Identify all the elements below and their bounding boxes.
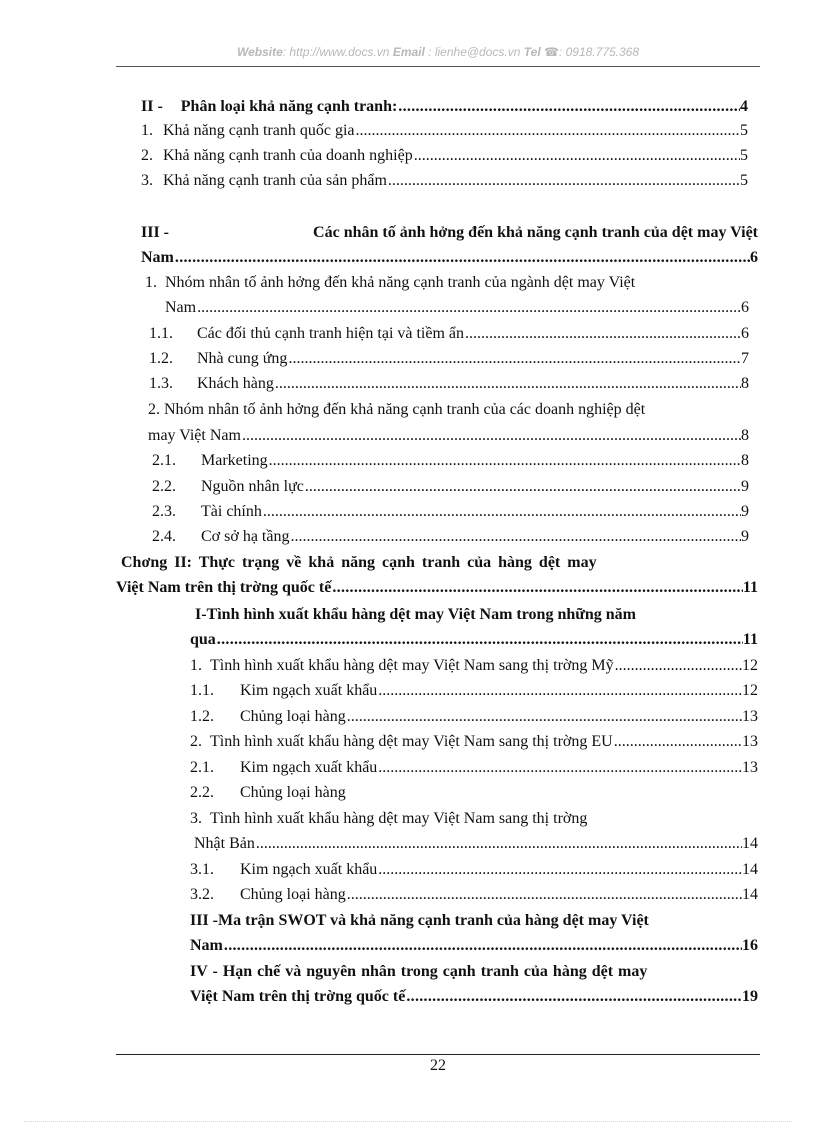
toc-title: Cơ sở hạ tầng (201, 528, 290, 545)
toc-title: Chủng loại hàng (240, 784, 346, 801)
toc-title: Marketing (201, 452, 268, 469)
toc-entry[interactable] (152, 450, 749, 472)
toc-number: 3. (190, 810, 202, 827)
toc-entry[interactable] (148, 399, 760, 421)
toc-page: 5 (740, 122, 748, 139)
toc-page: 6 (750, 249, 758, 266)
page-header (116, 45, 760, 59)
toc-number: 2. (190, 733, 202, 750)
toc-number: 2.1. (190, 759, 214, 776)
toc-entry[interactable] (152, 476, 749, 498)
toc-title: Chủng loại hàng (240, 886, 346, 903)
toc-entry-continuation[interactable] (165, 297, 749, 319)
toc-entry[interactable] (190, 706, 758, 728)
toc-page: 5 (740, 172, 748, 189)
toc-title: Kim ngạch xuất khẩu (240, 759, 378, 776)
toc-title: Kim ngạch xuất khẩu (240, 682, 378, 699)
toc-title: Chủng loại hàng (240, 708, 346, 725)
toc-page: 5 (740, 147, 748, 164)
toc-entry-continuation[interactable] (148, 425, 749, 447)
toc-entry[interactable] (195, 604, 758, 626)
toc-title: Chơng II: Thực trạng về khả năng cạnh tranh của hàng dệt may (121, 554, 597, 571)
tel-label: Tel (523, 45, 541, 59)
toc-page: 9 (741, 528, 749, 545)
toc-page: 8 (741, 427, 749, 444)
toc-number: 2.4. (152, 528, 176, 545)
toc-title-cont: Nam (190, 937, 223, 954)
toc-title-cont: Việt Nam trên thị trờng quốc tế (190, 988, 406, 1005)
toc-entry[interactable] (141, 96, 748, 118)
toc-title-cont: may Việt Nam (148, 427, 241, 444)
toc-page: 16 (742, 937, 758, 954)
email-label: Email (392, 45, 425, 59)
email-value[interactable]: : lienhe@docs.vn (424, 45, 521, 59)
toc-page: 14 (742, 886, 758, 903)
toc-entry[interactable] (190, 884, 758, 906)
toc-entry[interactable] (149, 348, 749, 370)
toc-entry[interactable] (152, 526, 749, 548)
toc-page: 19 (742, 988, 758, 1005)
toc-number: 1. (141, 122, 153, 139)
toc-page: 13 (742, 733, 758, 750)
website-label: Website (236, 45, 283, 59)
toc-page: 12 (742, 682, 758, 699)
toc-entry[interactable] (141, 170, 748, 192)
footer-divider (116, 1054, 760, 1055)
toc-page: 9 (741, 503, 749, 520)
toc-number: II - (141, 98, 163, 115)
toc-title: Khả năng cạnh tranh của doanh nghiệp (163, 147, 413, 164)
toc-title: Tình hình xuất khẩu hàng dệt may Việt Nam sang thị trờng Mỹ (210, 657, 614, 674)
toc-title: Phân loại khả năng cạnh tranh: (180, 98, 398, 115)
toc-title: I-Tình hình xuất khẩu hàng dệt may Việt Nam trong những năm (195, 606, 636, 623)
toc-number: 1.3. (149, 375, 173, 392)
toc-entry-continuation[interactable] (194, 833, 758, 855)
toc-page: 9 (741, 478, 749, 495)
toc-page: 7 (741, 350, 749, 367)
toc-number: 1.1. (190, 682, 214, 699)
toc-entry[interactable] (152, 501, 749, 523)
toc-entry[interactable] (149, 323, 749, 345)
toc-chapter[interactable] (121, 552, 758, 574)
toc-title: Nhóm nhân tố ảnh hởng đến khả năng cạnh tranh của ngành dệt may Việt (165, 274, 636, 291)
toc-page: 13 (742, 759, 758, 776)
toc-page: 11 (742, 631, 758, 648)
toc-title: Tình hình xuất khẩu hàng dệt may Việt Nam sang thị trờng EU (210, 733, 613, 750)
toc-entry[interactable] (190, 731, 758, 753)
tel-value: ☎: 0918.775.368 (540, 45, 640, 59)
toc-entry[interactable] (190, 757, 758, 779)
toc-entry-continuation[interactable] (190, 935, 758, 957)
toc-title: Khả năng cạnh tranh quốc gia (163, 122, 355, 139)
toc-number: 2.2. (190, 784, 214, 801)
toc-number: 1.2. (149, 350, 173, 367)
toc-page: 12 (742, 657, 758, 674)
toc-page: 8 (741, 452, 749, 469)
toc-entry[interactable] (190, 655, 758, 677)
toc-entry[interactable] (190, 782, 758, 804)
toc-number: 1. (190, 657, 202, 674)
toc-number: 3.2. (190, 886, 214, 903)
toc-entry[interactable] (145, 272, 758, 294)
toc-page: 11 (742, 579, 758, 596)
toc-entry-continuation[interactable] (116, 577, 758, 599)
toc-number: 3. (141, 172, 153, 189)
toc-number: 2. (141, 147, 153, 164)
toc-title: Tình hình xuất khẩu hàng dệt may Việt Nam sang thị trờng (210, 810, 588, 827)
toc-entry[interactable] (190, 961, 758, 983)
toc-page: 8 (741, 375, 749, 392)
toc-entry[interactable] (190, 680, 758, 702)
header-divider (116, 66, 760, 67)
page-edge (24, 1121, 792, 1122)
toc-title: Kim ngạch xuất khẩu (240, 861, 378, 878)
toc-entry[interactable] (190, 808, 758, 830)
toc-page: 14 (742, 835, 758, 852)
toc-title-cont: Nhật Bản (194, 835, 255, 852)
toc-title: Khả năng cạnh tranh của sản phẩm (163, 172, 387, 189)
toc-title: III -Ma trận SWOT và khả năng cạnh tranh của hàng dệt may Việt (190, 912, 649, 929)
toc-page: 14 (742, 861, 758, 878)
toc-number: III - (141, 224, 170, 241)
toc-page: 6 (741, 299, 749, 316)
toc-title: 2. Nhóm nhân tố ảnh hởng đến khả năng cạnh tranh của các doanh nghiệp dệt (148, 401, 646, 418)
toc-title-cont: Nam (141, 249, 174, 266)
toc-page: 4 (740, 98, 748, 115)
toc-number: 2.3. (152, 503, 176, 520)
toc-page: 6 (741, 325, 749, 342)
toc-number: 2.1. (152, 452, 176, 469)
toc-number: 1.1. (149, 325, 173, 342)
toc-title: IV - Hạn chế và nguyên nhân trong cạnh tranh của hàng dệt may (190, 963, 648, 980)
toc-title-cont: Nam (165, 299, 197, 316)
toc-entry-continuation[interactable] (141, 247, 758, 269)
toc-title-cont: qua (190, 631, 216, 648)
toc-title: Khách hàng (197, 375, 274, 392)
toc-title: Nhà cung ứng (197, 350, 288, 367)
toc-title: Các nhân tố ảnh hởng đến khả năng cạnh tranh của dệt may Việt (313, 224, 758, 241)
website-value[interactable]: : http://www.docs.vn (282, 45, 390, 59)
toc-title-cont: Việt Nam trên thị trờng quốc tế (116, 579, 332, 596)
toc-title: Nguồn nhân lực (201, 478, 304, 495)
toc-entry[interactable] (190, 910, 758, 932)
toc-number: 1.2. (190, 708, 214, 725)
toc-entry[interactable] (149, 373, 749, 395)
page-number: 22 (430, 1057, 446, 1074)
toc-entry[interactable] (141, 145, 748, 167)
toc-entry-continuation[interactable] (190, 629, 758, 651)
toc-entry[interactable] (141, 120, 748, 142)
toc-number: 1. (145, 274, 157, 291)
toc-title: Các đối thủ cạnh tranh hiện tại và tiềm ẩn (197, 325, 465, 342)
toc-number: 3.1. (190, 861, 214, 878)
toc-entry[interactable] (141, 222, 758, 244)
toc-page: 13 (742, 708, 758, 725)
toc-entry[interactable] (190, 859, 758, 881)
toc-title: Tài chính (201, 503, 262, 520)
toc-entry-continuation[interactable] (190, 986, 758, 1008)
toc-number: 2.2. (152, 478, 176, 495)
